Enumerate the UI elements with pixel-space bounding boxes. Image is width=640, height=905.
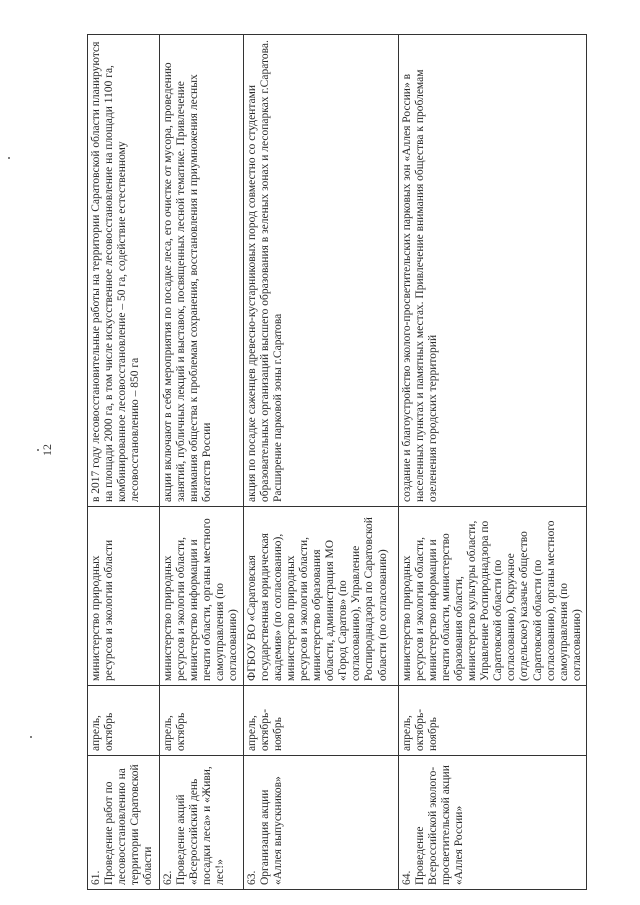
events-table — [87, 34, 587, 890]
event-name: Проведение Всероссийской эколого-просветительской акции «Аллея России» — [413, 765, 465, 885]
period-cell: апрель, октябрь-ноябрь — [398, 686, 586, 756]
description-cell: создание и благоустройство эколого-просветительских парковых зон «Аллея России» в населенных пунктах и памятных местах. Привлечение внимания общества к проблемам озеленения городских территорий — [398, 35, 586, 507]
event-cell — [88, 756, 160, 890]
event-name: Организация акции «Аллея выпускников» — [258, 776, 284, 885]
event-name: Проведение работ по лесовосстановлению на территории Саратовской области — [103, 764, 155, 885]
period-cell: апрель, октябрь — [88, 686, 160, 756]
row-number: 62. — [162, 870, 174, 885]
description-cell: акции включают в себя мероприятия по посадке леса, его очистке от мусора, проведению занятий, публичных лекций и выставок, посвященных лесной тематике. Привлечение внимания общества к проблемам сохранения, восстановления и приумножения лесных богатств России — [160, 35, 244, 507]
event-cell — [243, 756, 398, 890]
period-cell: апрель, октябрь — [160, 686, 244, 756]
table-row — [160, 35, 244, 890]
scan-speck — [37, 449, 39, 451]
rotated-table-container — [87, 35, 583, 890]
table-row — [88, 35, 160, 890]
responsible-cell: министерство природных ресурсов и экологии области — [88, 507, 160, 686]
scan-speck — [8, 157, 10, 159]
responsible-cell: ФГБОУ ВО «Саратовская государственная юридическая академия» (по согласованию), министерство природных ресурсов и экологии области, министерство образования области, администрация МО «Город Саратов» (по согласованию), Управление Роспироднадзора по Саратовской области (по согласованию) — [243, 507, 398, 686]
responsible-cell: министерство природных ресурсов и экологии области, министерство информации и печати области, органы местного самоуправления (по согласованию) — [160, 507, 244, 686]
description-cell: акция по посадке саженцев древесно-кустарниковых пород совместно со студентами образовательных организаций высшего образования в зеленых зонах и лесопарках г.Саратова. Расширение парковой зоны г.Саратова — [243, 35, 398, 507]
table-row — [243, 35, 398, 890]
event-name: Проведение акций «Всероссийский день посадки леса» и «Живи, лес!» — [175, 766, 227, 885]
period-cell: апрель, октябрь-ноябрь — [243, 686, 398, 756]
event-cell — [398, 756, 586, 890]
row-number: 61. — [90, 870, 102, 885]
table-row — [398, 35, 586, 890]
responsible-cell: министерство природных ресурсов и экологии области, министерство информации и печати области, министерство образования области, министерство культуры области, Управление Роспироднадзора по Саратовской области (по согласованию), Окружное (отдельское) казачье общество Саратовской области (по согласованию), органы местного самоуправления (по согласованию) — [398, 507, 586, 686]
scan-speck — [30, 736, 32, 738]
page-number: 12 — [40, 444, 54, 456]
event-cell — [160, 756, 244, 890]
row-number: 63. — [245, 870, 258, 885]
description-cell: в 2017 году лесовосстановительные работы на территории Саратовской области планируются на площади 2000 га, в том числе искусственное лесовосстановление на площади 1100 га, комбинированное лесовосстановление – 50 га, содействие естественному лесовосстановлению – 850 га — [88, 35, 160, 507]
row-number: 64. — [400, 870, 413, 885]
